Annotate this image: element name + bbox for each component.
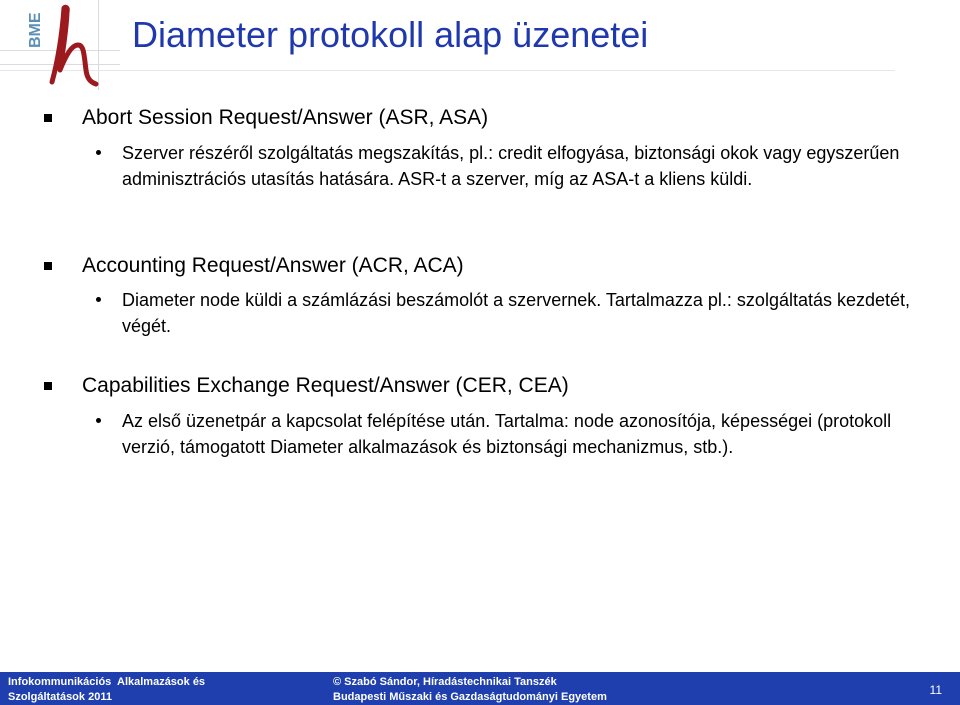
square-bullet-icon <box>44 262 52 270</box>
footer-course <box>8 675 205 705</box>
page-title: Diameter protokoll alap üzenetei <box>132 14 649 55</box>
footer-course-line2: Szolgáltatások 2011 <box>8 691 112 703</box>
square-bullet-icon <box>44 114 52 122</box>
section-heading: Capabilities Exchange Request/Answer (CER, CEA) <box>82 374 569 397</box>
header-underline <box>0 70 895 71</box>
round-bullet-icon <box>96 418 101 423</box>
section-body: Az első üzenetpár a kapcsolat felépítése után. Tartalma: node azonosítója, képességei (protokoll verzió, támogatott Diameter alkalmazások és biztonsági mechanizmus, stb.). <box>122 411 892 457</box>
footer-author-line1: © Szabó Sándor, Híradástechnikai Tanszék <box>333 676 557 688</box>
section-heading: Accounting Request/Answer (ACR, ACA) <box>82 254 464 277</box>
section-body: Szerver részéről szolgáltatás megszakítás, pl.: credit elfogyása, biztonsági okok vagy egyszerűen adminisztrációs utasítás hatására. ASR-t a szerver, míg az ASA-t a kliens küldi. <box>122 143 900 189</box>
section-heading: Abort Session Request/Answer (ASR, ASA) <box>82 106 489 129</box>
footer-author <box>333 675 607 705</box>
square-bullet-icon <box>44 382 52 390</box>
bme-logo <box>0 0 120 90</box>
round-bullet-icon <box>96 150 101 155</box>
page-number: 11 <box>929 683 942 697</box>
footer-author-line2: Budapesti Műszaki és Gazdaságtudományi Egyetem <box>333 691 607 703</box>
round-bullet-icon <box>96 297 101 302</box>
section-body: Diameter node küldi a számlázási beszámolót a szervernek. Tartalmazza pl.: szolgáltatás kezdetét, végét. <box>122 290 911 336</box>
logo-text: BME <box>27 12 44 48</box>
footer-course-line1: Infokommunikációs Alkalmazások és <box>8 676 206 688</box>
footer-bar <box>0 672 960 705</box>
